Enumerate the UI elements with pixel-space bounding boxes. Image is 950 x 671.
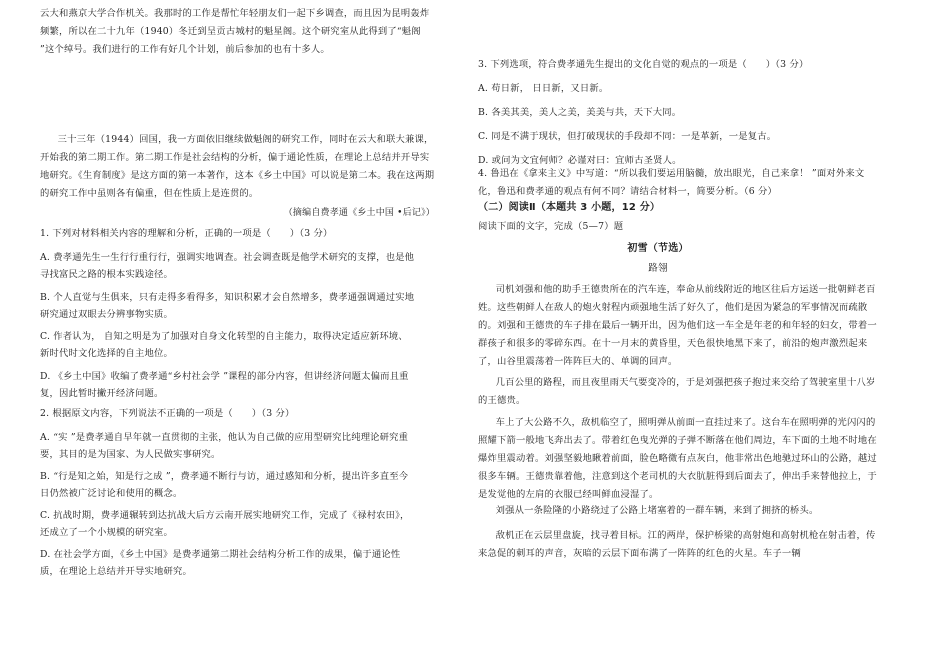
story-paragraph: 几百公里的路程，而且夜里雨天气要变冷的，于是刘强把孩子抱过来交给了驾驶室里十八岁的王德贵。 [478, 377, 876, 406]
option-d: D. 在社会学方面，《乡土中国》是费孝通第二期社会结构分析工作的成果，偏于通论性质，在理论上总结并开导实地研究。 [40, 549, 401, 577]
story-author: 路翎 [648, 263, 668, 274]
option-c: C. 同是不满于现状，但打破现状的手段却不同：一是革新，一是复古。 [478, 131, 777, 142]
option-b: B. 各美其美，美人之美，美美与共，天下大同。 [478, 107, 682, 118]
story-paragraph: 敌机正在云层里盘旋，找寻着目标。江的两岸，保护桥梁的高射炮和高射机枪在射击着，传来急促的刺耳的声音，灰暗的云层下面布满了一阵阵的红色的火星。车子一辆 [478, 530, 876, 559]
story-paragraph: 车上了大公路不久，敌机临空了，照明弹从前面一直挂过来了。这台车在照明弹的光闪闪的照耀下箭一般地飞奔出去了。带着红色曳光弹的子弹不断落在他们周边，车下面的土地不时地在爆炸里震动着。刘强坚毅地瞅着前面，脸色略微有点灰白，他非常出色地驰过环山的公路，越过很多车辆。王德贵靠着他，注意到这个老司机的大衣肮脏得到后面去了，伸出手来替他拉上，于是发觉他的左肩的衣服已经叫鲜血浸湿了。 [478, 417, 877, 500]
option-a: A. “实 ”是费孝通自早年就一直贯彻的主张，他认为自己做的应用型研究比纯理论研究重要，其目的是为国家、为人民做实事研究。 [40, 432, 409, 460]
option-d: D. 《乡土中国》收编了费孝通“乡村社会学 ”课程的部分内容，但讲经济问题太偏而且重复，因此暂时撇开经济问题。 [40, 371, 409, 399]
question-3: 3. 下列选项，符合费孝通先生提出的文化自觉的观点的一项是（ ）（3 分） [478, 59, 809, 70]
option-a: A. 苟日新， 日日新，又日新。 [478, 83, 609, 94]
passage-paragraph: 云大和燕京大学合作机关。我那时的工作是帮忙年轻朋友们一起下乡调查，而且因为昆明轰炸频繁，所以在二十九年（1940）冬迁到呈贡古城村的魁星阁。这个研究室从此得到了“魁阁 ”这个绰号。我们进行的工作有好几个计划，前后参加的也有十多人。 [40, 8, 430, 55]
question-1: 1. 下列对材料相关内容的理解和分析，正确的一项是（ ）（3 分） [40, 228, 333, 239]
question-2: 2. 根据原文内容，下列说法不正确的一项是（ ）（3 分） [40, 408, 295, 419]
question-4: 4. 鲁迅在《拿来主义》中写道：“所以我们要运用脑髓，放出眼光，自己来拿！ ”面对外来文化，鲁迅和费孝通的观点有何不同？请结合材料一，简要分析。（6 分） [478, 168, 865, 197]
story-paragraph: 刘强从一条险隆的小路绕过了公路上堵塞着的一群车辆，来到了拥挤的桥头。 [495, 505, 819, 516]
passage-source: （摘编自费孝通《乡土中国 •后记》） [283, 208, 435, 218]
story-paragraph: 司机刘强和他的助手王德贵所在的汽车连，奉命从前线附近的地区往后方运送一批朝鲜老百姓。这些朝鲜人在敌人的炮火射程内顽强地生活了好久了，他们是因为紧急的军事情况而疏散的。刘强和王德贵的车子排在最后一辆开出，因为他们这一车全是年老的和年轻的妇女，带着一群孩子和很多的零碎东西。在十一月末的黄昏里，天色很快地黑下来了，前沿的炮声激烈起来了，山谷里震荡着一阵阵巨大的、单调的回声。 [478, 284, 877, 367]
option-b: B. “行是知之始，知是行之成 ”，费孝通不断行与访，通过感知和分析，提出许多直至今日仍然被广泛讨论和使用的概念。 [40, 471, 409, 499]
story-title: 初雪（节选） [627, 243, 689, 254]
option-d: D. 或问为文宜何师？必谨对曰：宜师古圣贤人。 [478, 155, 682, 166]
option-b: B. 个人直觉与生俱来，只有走得多看得多，知识积累才会自然增多，费孝通强调通过实地研究通过双眼去分辨事物实质。 [40, 292, 415, 320]
reading-instruction: 阅读下面的文字，完成（5—7）题 [478, 221, 624, 232]
passage-paragraph: 三十三年（1944）回国，我一方面依旧继续做魁阁的研究工作，同时在云大和联大兼课，开始我的第二期工作。第二期工作是社会结构的分析，偏于通论性质，在理论上总结并开导实地研究。《生育制度》是这方面的第一本著作，这本《乡土中国》可以说是第二本。我在这两期的研究工作中虽则各有偏重，但在性质上是连贯的。 [40, 134, 435, 199]
option-c: C. 作者认为， 自知之明是为了加强对自身文化转型的自主能力，取得决定适应新环境、新时代时文化选择的自主地位。 [40, 331, 408, 359]
option-c: C. 抗战时期，费孝通辗转到达抗战大后方云南开展实地研究工作，完成了《禄村农田》， 还成立了一个小规模的研究室。 [40, 510, 410, 538]
section-heading: （二）阅读Ⅱ（本题共 3 小题，12 分） [478, 202, 661, 213]
option-a: A. 费孝通先生一生行行重行行，强调实地调查。社会调查既是他学术研究的支撑，也是他寻找富民之路的根本实践途径。 [40, 252, 415, 280]
